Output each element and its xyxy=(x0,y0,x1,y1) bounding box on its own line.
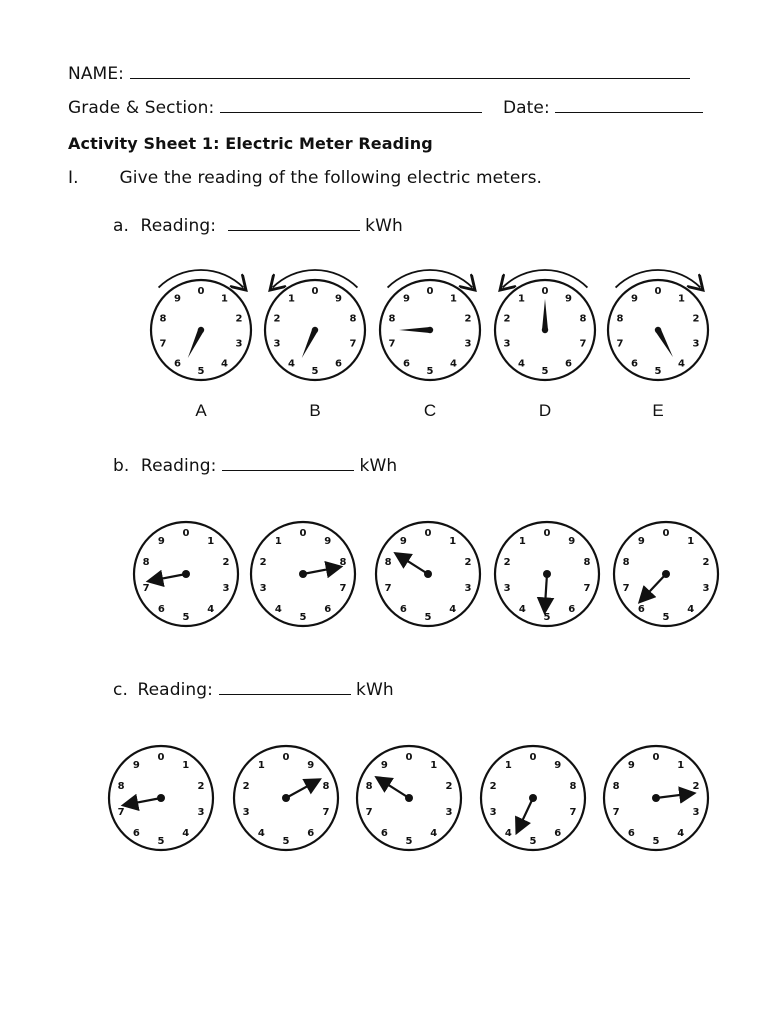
dial-number: 4 xyxy=(449,603,457,615)
dial-number: 2 xyxy=(445,781,453,793)
dial-number: 4 xyxy=(430,827,438,839)
pointer-hub xyxy=(405,794,413,802)
dial-number: 0 xyxy=(182,528,190,539)
instruction xyxy=(68,168,542,188)
dial-number: 7 xyxy=(339,582,347,594)
dial-number: 3 xyxy=(503,582,511,594)
meter-dials-b xyxy=(0,506,768,636)
instruction-number: I. xyxy=(68,168,79,188)
reading-blank-b[interactable] xyxy=(222,456,354,471)
dial-number: 3 xyxy=(503,338,511,350)
pointer-hub xyxy=(529,794,537,802)
dial-number: 5 xyxy=(652,836,660,847)
name-blank[interactable] xyxy=(130,64,690,79)
dial-number: 8 xyxy=(117,781,125,793)
dial-number: 0 xyxy=(652,752,660,763)
reading-label: Reading: xyxy=(140,216,217,236)
dial-letter: E xyxy=(652,401,664,420)
meter-dials-c xyxy=(0,730,768,860)
dial-number: 0 xyxy=(197,286,205,297)
name-line xyxy=(68,64,690,84)
dial-number: 8 xyxy=(365,781,373,793)
pointer-hub xyxy=(655,327,661,333)
dial-number: 6 xyxy=(631,358,638,370)
dial-number: 3 xyxy=(702,582,710,594)
dial-number: 4 xyxy=(518,358,525,370)
dial-number: 7 xyxy=(117,806,125,818)
dial-number: 2 xyxy=(235,313,243,325)
meter-dial xyxy=(109,746,213,850)
dial-number: 7 xyxy=(616,338,624,350)
dial-number: 1 xyxy=(288,293,295,305)
dial-number: 4 xyxy=(221,358,228,370)
dial-number: 5 xyxy=(299,612,307,623)
dial-number: 4 xyxy=(274,603,282,615)
reading-label: Reading: xyxy=(137,680,214,700)
dial-number: 3 xyxy=(692,338,700,350)
dial-number: 2 xyxy=(464,557,472,569)
dial-number: 5 xyxy=(157,836,165,847)
dial-number: 2 xyxy=(464,313,472,325)
dial-number: 7 xyxy=(388,338,396,350)
dial-number: 9 xyxy=(631,293,638,305)
dial-number: 3 xyxy=(259,582,267,594)
dial-number: 1 xyxy=(449,536,457,548)
dial-number: 5 xyxy=(662,612,670,623)
dial-number: 4 xyxy=(450,358,457,370)
dial-number: 1 xyxy=(677,760,685,772)
dial-number: 0 xyxy=(541,286,549,297)
dial-number: 4 xyxy=(504,827,512,839)
dial-number: 7 xyxy=(322,806,330,818)
meter-dial xyxy=(376,522,480,626)
dial-number: 2 xyxy=(503,557,511,569)
dial-number: 3 xyxy=(445,806,453,818)
dial-number: 9 xyxy=(157,536,165,548)
dial-number: 5 xyxy=(654,366,662,377)
dial-number: 4 xyxy=(518,603,526,615)
meter-dial xyxy=(604,746,708,850)
dial-number: 9 xyxy=(568,536,576,548)
dial-number: 2 xyxy=(259,557,267,569)
meter-dials-a xyxy=(0,256,768,426)
pointer-hub xyxy=(424,570,432,578)
dial-number: 5 xyxy=(543,612,551,623)
dial-number: 5 xyxy=(541,366,549,377)
dial-number: 1 xyxy=(518,536,526,548)
dial-number: 2 xyxy=(692,781,700,793)
dial-number: 0 xyxy=(405,752,413,763)
instruction-text: Give the reading of the following electric meters. xyxy=(119,168,543,188)
dial-number: 7 xyxy=(622,582,630,594)
dial-number: 7 xyxy=(384,582,392,594)
dial-number: 6 xyxy=(132,827,140,839)
dial-number: 0 xyxy=(654,286,662,297)
dial-number: 2 xyxy=(273,313,281,325)
pointer-hub xyxy=(182,570,190,578)
dial-number: 9 xyxy=(403,293,410,305)
dial-number: 9 xyxy=(380,760,388,772)
reading-prefix: c. xyxy=(113,680,128,700)
pointer-hub xyxy=(542,327,548,333)
dial-number: 1 xyxy=(257,760,265,772)
dial-number: 0 xyxy=(529,752,537,763)
dial-number: 1 xyxy=(221,293,228,305)
dial-number: 1 xyxy=(687,536,695,548)
dial-number: 7 xyxy=(365,806,373,818)
dial-number: 8 xyxy=(569,781,577,793)
dial-number: 0 xyxy=(311,286,319,297)
unit-label: kWh xyxy=(359,456,398,476)
pointer-hub xyxy=(543,570,551,578)
pointer-hub xyxy=(652,794,660,802)
meter-dial xyxy=(495,522,599,626)
dial-number: 4 xyxy=(677,827,685,839)
dial-number: 4 xyxy=(678,358,685,370)
dial-number: 6 xyxy=(565,358,572,370)
pointer-hub xyxy=(299,570,307,578)
dial-number: 3 xyxy=(235,338,243,350)
dial-number: 4 xyxy=(207,603,215,615)
dial-number: 5 xyxy=(311,366,319,377)
dial-number: 3 xyxy=(692,806,700,818)
dial-number: 6 xyxy=(554,827,562,839)
dial-number: 4 xyxy=(182,827,190,839)
meter-dial xyxy=(608,270,708,420)
meter-dial xyxy=(134,522,238,626)
dial-number: 1 xyxy=(430,760,438,772)
dial-number: 4 xyxy=(687,603,695,615)
dial-letter: D xyxy=(538,401,552,420)
dial-number: 0 xyxy=(299,528,307,539)
dial-number: 3 xyxy=(197,806,205,818)
dial-number: 5 xyxy=(424,612,432,623)
unit-label: kWh xyxy=(356,680,394,700)
dial-letter: C xyxy=(423,401,437,420)
grade-date-line xyxy=(68,98,703,118)
pointer-hub xyxy=(662,570,670,578)
dial-number: 2 xyxy=(222,557,230,569)
dial-number: 0 xyxy=(157,752,165,763)
dial-number: 9 xyxy=(324,536,332,548)
dial-number: 9 xyxy=(399,536,407,548)
dial-number: 8 xyxy=(142,557,150,569)
reading-line-a xyxy=(113,216,403,236)
dial-number: 8 xyxy=(622,557,630,569)
dial-number: 1 xyxy=(207,536,215,548)
unit-label: kWh xyxy=(365,216,403,236)
dial-number: 1 xyxy=(182,760,190,772)
reading-label: Reading: xyxy=(140,456,217,476)
dial-number: 0 xyxy=(282,752,290,763)
dial-number: 3 xyxy=(242,806,250,818)
dial-number: 6 xyxy=(174,358,181,370)
pointer-hub xyxy=(282,794,290,802)
dial-number: 6 xyxy=(157,603,165,615)
dial-number: 3 xyxy=(222,582,230,594)
dial-number: 8 xyxy=(339,557,347,569)
dial-number: 3 xyxy=(464,338,472,350)
dial-number: 5 xyxy=(405,836,413,847)
meter-dial xyxy=(265,270,365,420)
dial-number: 5 xyxy=(529,836,537,847)
dial-number: 7 xyxy=(569,806,577,818)
dial-number: 7 xyxy=(579,338,587,350)
dial-number: 9 xyxy=(637,536,645,548)
dial-number: 5 xyxy=(197,366,205,377)
dial-number: 9 xyxy=(307,760,315,772)
dial-number: 6 xyxy=(399,603,407,615)
dial-number: 8 xyxy=(322,781,330,793)
dial-number: 4 xyxy=(257,827,265,839)
grade-section-label: Grade & Section: xyxy=(68,98,215,118)
dial-number: 9 xyxy=(174,293,181,305)
dial-number: 9 xyxy=(554,760,562,772)
dial-number: 1 xyxy=(504,760,512,772)
dial-number: 6 xyxy=(380,827,388,839)
dial-number: 6 xyxy=(637,603,645,615)
meter-dial xyxy=(251,522,355,626)
dial-number: 2 xyxy=(489,781,497,793)
dial-number: 4 xyxy=(288,358,295,370)
dial-number: 5 xyxy=(426,366,434,377)
reading-line-c xyxy=(113,680,394,700)
dial-number: 0 xyxy=(662,528,670,539)
reading-blank-c[interactable] xyxy=(219,680,351,695)
dial-number: 2 xyxy=(692,313,700,325)
pointer-hub xyxy=(427,327,433,333)
meter-dial xyxy=(151,270,251,420)
dial-number: 5 xyxy=(282,836,290,847)
reading-line-b xyxy=(113,456,397,476)
dial-number: 0 xyxy=(426,286,434,297)
dial-number: 0 xyxy=(543,528,551,539)
dial-number: 9 xyxy=(335,293,342,305)
date-label: Date: xyxy=(502,98,550,118)
dial-number: 8 xyxy=(612,781,620,793)
pointer-hub xyxy=(312,327,318,333)
dial-number: 1 xyxy=(518,293,525,305)
dial-number: 6 xyxy=(324,603,332,615)
meter-dial xyxy=(234,746,338,850)
meter-dial xyxy=(481,746,585,850)
sheet-title: Activity Sheet 1: Electric Meter Reading xyxy=(68,134,433,153)
dial-number: 6 xyxy=(627,827,635,839)
dial-number: 2 xyxy=(702,557,710,569)
meter-dial xyxy=(495,270,595,420)
meter-dial xyxy=(380,270,480,420)
dial-number: 8 xyxy=(388,313,396,325)
dial-number: 9 xyxy=(565,293,572,305)
dial-letter: B xyxy=(309,401,321,420)
reading-prefix: b. xyxy=(113,456,130,476)
dial-number: 2 xyxy=(197,781,205,793)
dial-number: 3 xyxy=(489,806,497,818)
dial-number: 8 xyxy=(616,313,624,325)
dial-number: 0 xyxy=(424,528,432,539)
pointer-hub xyxy=(157,794,165,802)
dial-number: 1 xyxy=(678,293,685,305)
dial-number: 1 xyxy=(274,536,282,548)
dial-number: 8 xyxy=(159,313,167,325)
dial-number: 8 xyxy=(384,557,392,569)
dial-number: 9 xyxy=(627,760,635,772)
dial-number: 7 xyxy=(612,806,620,818)
meter-dial xyxy=(357,746,461,850)
grade-section-blank[interactable] xyxy=(220,98,482,113)
dial-number: 2 xyxy=(503,313,511,325)
dial-number: 7 xyxy=(142,582,150,594)
dial-number: 6 xyxy=(307,827,315,839)
name-label: NAME: xyxy=(68,64,124,84)
reading-blank-a[interactable] xyxy=(228,216,360,231)
pointer-hub xyxy=(198,327,204,333)
meter-dial xyxy=(614,522,718,626)
dial-number: 6 xyxy=(568,603,576,615)
dial-letter: A xyxy=(195,401,207,420)
dial-number: 8 xyxy=(583,557,591,569)
dial-number: 8 xyxy=(579,313,587,325)
dial-number: 1 xyxy=(450,293,457,305)
dial-number: 3 xyxy=(464,582,472,594)
dial-number: 5 xyxy=(182,612,190,623)
dial-number: 8 xyxy=(349,313,357,325)
date-blank[interactable] xyxy=(555,98,703,113)
reading-prefix: a. xyxy=(113,216,130,236)
dial-number: 3 xyxy=(273,338,281,350)
dial-number: 7 xyxy=(583,582,591,594)
dial-number: 7 xyxy=(349,338,357,350)
dial-number: 2 xyxy=(242,781,250,793)
dial-number: 6 xyxy=(403,358,410,370)
dial-number: 7 xyxy=(159,338,167,350)
dial-number: 9 xyxy=(132,760,140,772)
dial-number: 6 xyxy=(335,358,342,370)
